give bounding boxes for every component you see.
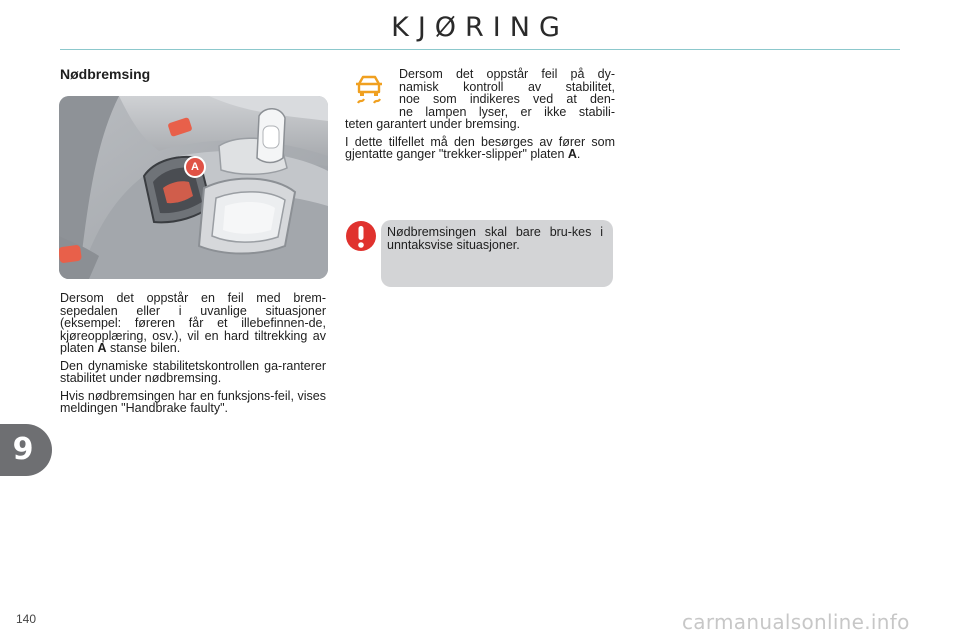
alert-text: Nødbremsingen skal bare bru-kes i unntaksvise situasjoner. bbox=[387, 225, 603, 252]
paragraph-1-tail: stanse bilen. bbox=[106, 341, 181, 355]
right-paragraph-2-tail: . bbox=[576, 147, 581, 161]
paragraph-3: Hvis nødbremsingen har en funksjons-feil, vises meldingen "Handbrake faulty". bbox=[60, 388, 326, 415]
right-column-text bbox=[345, 68, 615, 166]
plate-ref-a: A bbox=[97, 341, 107, 355]
console-photo bbox=[59, 96, 328, 279]
exclamation-alert-icon bbox=[345, 220, 377, 252]
right-plate-ref-a: A bbox=[567, 147, 577, 161]
section-title: Nødbremsing bbox=[60, 66, 151, 82]
paragraph-1 bbox=[60, 292, 326, 355]
right-paragraph-2-text: I dette tilfellet må den besørges av fører som gjentatte ganger "trekker-slipper" platen bbox=[345, 134, 615, 161]
paragraph-1-text: Dersom det oppstår en feil med brem-sepedalen eller i uvanlige situasjoner (eksempel: føreren får et illebefinnen-de, kjøreopplæring, osv.), vil en hard tiltrekking av platen bbox=[60, 291, 326, 355]
chapter-number: 9 bbox=[12, 432, 34, 467]
callout-label-a: A bbox=[191, 161, 199, 173]
right-paragraph-1 bbox=[345, 68, 615, 131]
right-p1-line-2: namisk kontroll av stabilitet, bbox=[399, 79, 615, 94]
right-p1-line-3: noe som indikeres ved at den- bbox=[399, 92, 615, 106]
paragraph-2: Den dynamiske stabilitetskontrollen ga-ranterer stabilitet under nødbremsing. bbox=[60, 358, 326, 385]
page-number: 140 bbox=[16, 612, 37, 626]
watermark: carmanualsonline.info bbox=[682, 610, 910, 634]
right-p1-line-4: ne lampen lyser, er ikke stabili- bbox=[399, 104, 615, 119]
right-p1-line-1: Dersom det oppstår feil på dy- bbox=[399, 67, 615, 81]
header-divider bbox=[60, 49, 900, 50]
page-header-title: KJØRING bbox=[391, 12, 569, 43]
right-paragraph-2 bbox=[345, 136, 615, 161]
left-column-text bbox=[60, 292, 326, 420]
right-p1-line-5: teten garantert under bremsing. bbox=[345, 117, 521, 131]
